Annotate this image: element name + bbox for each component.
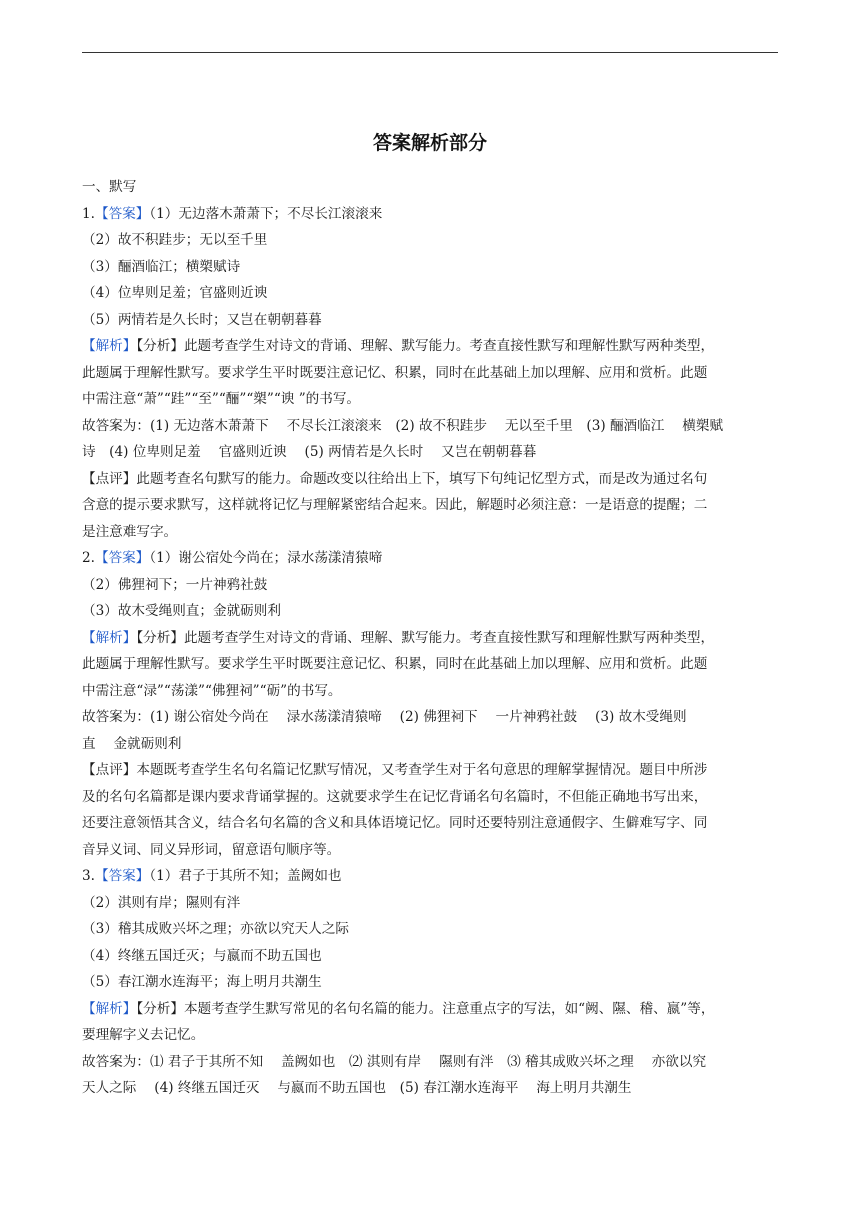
q2-analysis-line-2: 此题属于理解性默写。要求学生平时既要注意记忆、积累，同时在此基础上加以理解、应用和赏析。此题 xyxy=(82,656,708,672)
q2-review-line-3: 还要注意领悟其含义，结合名句名篇的含义和具体语境记忆。同时还要特别注意通假字、生僻难写字、同 xyxy=(82,815,708,831)
q1-answer-line-3: （3）酾酒临江；横槊赋诗 xyxy=(82,258,241,275)
answer-tag: 【答案】 xyxy=(94,205,150,222)
q1-final-answer-2: 诗 (4) 位卑则足羞 官盛则近谀 (5) 两情若是久长时 又岂在朝朝暮暮 xyxy=(82,444,537,460)
question-number: 1. xyxy=(82,205,95,222)
section-heading: 一、默写 xyxy=(82,179,137,195)
answer-content xyxy=(82,174,782,1102)
q3-answer-line-1: 3.【答案】（1）君子于其所不知；盖阙如也 xyxy=(82,868,342,884)
q3-analysis-line-1: 【解析】【分析】本题考查学生默写常见的名句名篇的能力。注意重点字的写法，如“阙、隰、稽、嬴”等， xyxy=(82,1000,715,1017)
q3-answer-line-4: （4）终继五国迁灭；与嬴而不助五国也 xyxy=(82,947,322,964)
q1-answer-line-1: 1.【答案】（1）无边落木萧萧下；不尽长江滚滚来 xyxy=(82,205,383,222)
q2-answer-line-2: （2）佛狸祠下；一片神鸦社鼓 xyxy=(82,576,268,593)
review-tag: 【点评】 xyxy=(82,470,137,487)
q2-final-answer-1: 故答案为：(1) 谢公宿处今尚在 渌水荡漾清猿啼 (2) 佛狸祠下 一片神鸦社鼓 (3) 故木受绳则 xyxy=(82,709,687,725)
q3-final-answer-1: 故答案为：⑴ 君子于其所不知 盖阙如也 ⑵ 淇则有岸 隰则有泮 ⑶ 稽其成败兴坏之理 亦欲以究 xyxy=(82,1053,707,1070)
answer-tag: 【答案】 xyxy=(94,550,150,566)
q2-review-line-2: 及的名句名篇都是课内要求背诵掌握的。这就要求学生在记忆背诵名句名篇时，不但能正确地书写出来， xyxy=(82,788,708,805)
question-number: 3. xyxy=(82,868,95,884)
q2-review-line-1: 【点评】本题既考查学生名句名篇记忆默写情况，又考查学生对于名句意思的理解掌握情况。题目中所涉 xyxy=(82,762,708,778)
question-number: 2. xyxy=(82,550,95,566)
q3-analysis-line-2: 要理解字义去记忆。 xyxy=(82,1027,205,1043)
q1-answer-line-4: （4）位卑则足羞；官盛则近谀 xyxy=(82,285,268,301)
q3-answer-line-2: （2）淇则有岸；隰则有泮 xyxy=(82,894,241,911)
q2-analysis-line-3: 中需注意“渌”“荡漾”“佛狸祠”“砺”的书写。 xyxy=(82,682,342,699)
q1-analysis-line-1: 【解析】【分析】此题考查学生对诗文的背诵、理解、默写能力。考查直接性默写和理解性默写两种类型， xyxy=(82,338,715,354)
q1-analysis-line-3: 中需注意“萧”“跬”“至”“酾”“槊”“谀 ”的书写。 xyxy=(82,391,361,407)
q2-answer-line-3: （3）故木受绳则直；金就砺则利 xyxy=(82,603,281,619)
q1-final-answer-1: 故答案为：(1) 无边落木萧萧下 不尽长江滚滚来 (2) 故不积跬步 无以至千里 (3) 酾酒临江 横槊赋 xyxy=(82,417,724,434)
q2-analysis-line-1: 【解析】【分析】此题考查学生对诗文的背诵、理解、默写能力。考查直接性默写和理解性默写两种类型， xyxy=(82,629,715,646)
q3-answer-line-5: （5）春江潮水连海平；海上明月共潮生 xyxy=(82,974,322,990)
q2-final-answer-2: 直 金就砺则利 xyxy=(82,735,182,752)
review-tag: 【点评】 xyxy=(82,762,137,778)
q2-answer-line-1: 2.【答案】（1）谢公宿处今尚在；渌水荡漾清猿啼 xyxy=(82,550,383,566)
q2-review-line-4: 音异义词、同义异形词，留意语句顺序等。 xyxy=(82,841,341,858)
analysis-tag: 【解析】 xyxy=(82,629,137,646)
answer-tag: 【答案】 xyxy=(94,868,150,884)
q1-review-line-2: 含意的提示要求默写，这样就将记忆与理解紧密结合起来。因此，解题时必须注意：一是语意的提醒；二 xyxy=(82,497,708,513)
q3-final-answer-2: 天人之际 (4) 终继五国迁灭 与嬴而不助五国也 (5) 春江潮水连海平 海上明月共潮生 xyxy=(82,1080,632,1096)
page-title: 答案解析部分 xyxy=(372,132,487,154)
analysis-tag: 【解析】 xyxy=(82,338,137,354)
q1-review-line-1: 【点评】此题考查名句默写的能力。命题改变以往给出上下，填写下句纯记忆型方式，而是改为通过名句 xyxy=(82,470,708,487)
q1-review-line-3: 是注意难写字。 xyxy=(82,523,178,540)
q1-analysis-line-2: 此题属于理解性默写。要求学生平时既要注意记忆、积累，同时在此基础上加以理解、应用和赏析。此题 xyxy=(82,364,708,381)
header-rule xyxy=(82,52,778,53)
q1-answer-line-2: （2）故不积跬步；无以至千里 xyxy=(82,232,268,248)
q1-answer-line-5: （5）两情若是久长时；又岂在朝朝暮暮 xyxy=(82,311,322,328)
analysis-tag: 【解析】 xyxy=(82,1000,137,1017)
q3-answer-line-3: （3）稽其成败兴坏之理；亦欲以究天人之际 xyxy=(82,921,349,937)
